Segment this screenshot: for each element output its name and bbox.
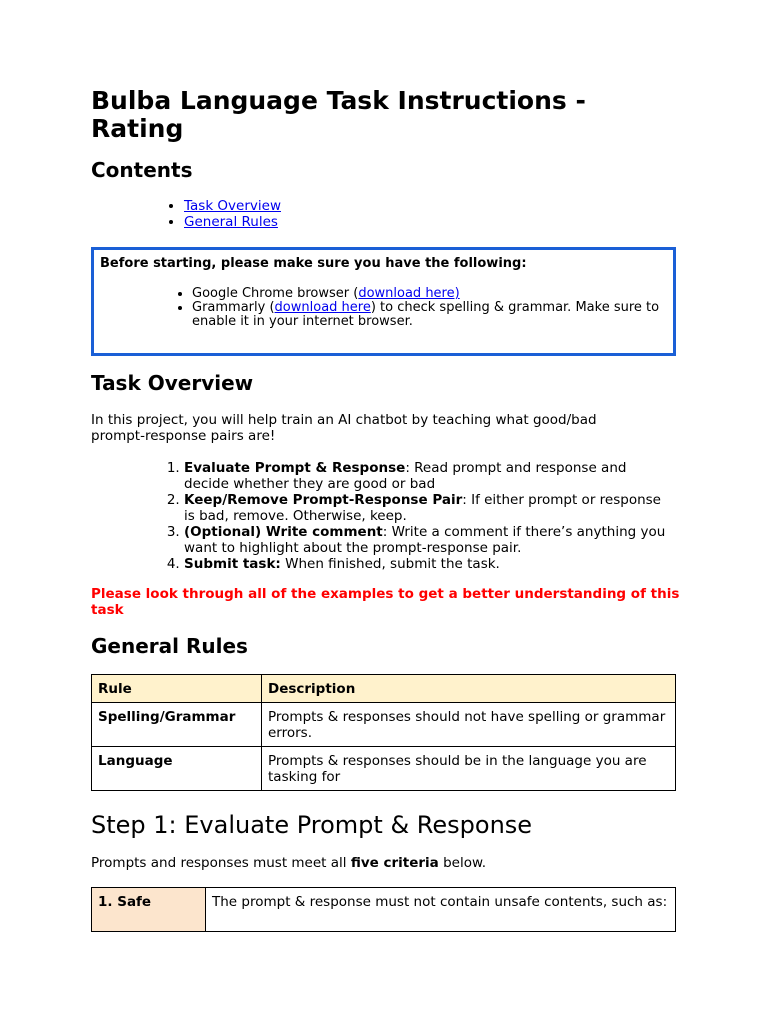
criteria-table-wrap [91,887,676,932]
table-header-row [92,675,676,703]
criterion-label: 1. Safe [92,888,206,932]
grammarly-download-link[interactable]: download here [274,300,371,315]
general-rules-heading: General Rules [91,634,248,658]
contents-heading: Contents [91,158,193,182]
toc-link-task-overview[interactable]: Task Overview [184,198,281,214]
general-rules-table-wrap [91,674,676,791]
overview-step: 2. Keep/Remove Prompt-Response Pair: If either prompt or response is bad, remove. Otherwise, keep. [184,492,674,524]
criterion-text: The prompt & response must not contain unsafe contents, such as: [206,888,676,932]
task-overview-heading: Task Overview [91,371,254,395]
examples-warning: Please look through all of the examples to get a better understanding of this task [91,586,680,618]
table-row [92,888,676,932]
page-title: Bulba Language Task Instructions - Rating [91,86,586,143]
step1-intro: Prompts and responses must meet all five criteria below. [91,855,487,871]
rule-cell: Language [92,747,262,791]
toc-item-task-overview [184,198,484,214]
rule-cell: Spelling/Grammar [92,703,262,747]
description-cell: Prompts & responses should be in the language you are tasking for [262,747,676,791]
toc-item-general-rules [184,214,484,230]
overview-step: 1. Evaluate Prompt & Response: Read prompt and response and decide whether they are good or bad [184,460,674,492]
step1-heading: Step 1: Evaluate Prompt & Response [91,811,533,839]
general-rules-table [91,674,676,791]
description-cell: Prompts & responses should not have spelling or grammar errors. [262,703,676,747]
overview-step: 3. (Optional) Write comment: Write a comment if there’s anything you want to highlight about the prompt-response pair. [184,524,674,556]
prerequisites-heading: Before starting, please make sure you have the following: [100,256,527,271]
column-header-description: Description [262,675,676,703]
chrome-download-link[interactable]: download here) [358,286,460,301]
prerequisites-box [91,247,676,356]
column-header-rule: Rule [92,675,262,703]
prerequisite-item: • Grammarly (download here) to check spelling & grammar. Make sure to enable it in your internet browser. [192,301,667,329]
prerequisites-list [192,287,667,329]
toc-link-general-rules[interactable]: General Rules [184,214,278,230]
table-row [92,747,676,791]
overview-step: 4. Submit task: When finished, submit the task. [184,556,674,572]
contents-list [184,198,484,230]
overview-intro: In this project, you will help train an AI chatbot by teaching what good/bad prompt-response pairs are! [91,412,597,444]
criteria-table [91,887,676,932]
prerequisite-item: • Google Chrome browser (download here) [192,287,667,301]
overview-steps [184,460,674,572]
table-row [92,703,676,747]
